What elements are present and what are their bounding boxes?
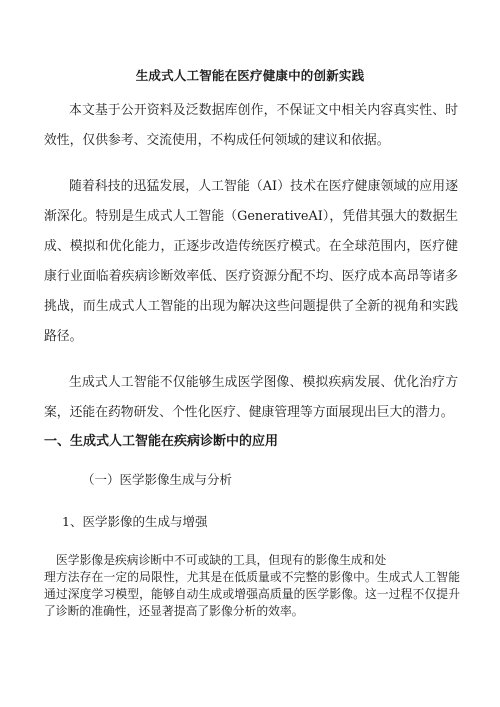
item-1-heading: 1、医学影像的生成与增强 — [62, 514, 208, 529]
item-1-paragraph-rest: 理方法存在一定的局限性，尤其是在低质量或不完整的影像中。生成式人工智能通过深度学习模型，能够自动生成或增强高质量的医学影像。这一过程不仅提升了诊断的准确性，还显著提高了影像分析的效率。 — [44, 570, 460, 618]
intro-paragraph-2: 生成式人工智能不仅能够生成医学图像、模拟疾病发展、优化治疗方案，还能在药物研发、个性化医疗、健康管理等方面展现出巨大的潜力。 — [44, 375, 458, 420]
document-title: 生成式人工智能在医疗健康中的创新实践 — [135, 68, 365, 83]
subsection-1-heading: （一）医学影像生成与分析 — [82, 472, 233, 487]
intro-paragraph-1: 随着科技的迅猛发展，人工智能（AI）技术在医疗健康领域的应用逐渐深化。特别是生成式人工智能（GenerativeAI），凭借其强大的数据生成、模拟和优化能力，正逐步改造传统医疗模式。在全球范围内，医疗健康行业面临着疾病诊断效率低、医疗资源分配不均、医疗成本高昂等诸多挑战，而生成式人工智能的出现为解决这些问题提供了全新的视角和实践路径。 — [44, 179, 458, 344]
section-1-heading: 一、生成式人工智能在疾病诊断中的应用 — [44, 434, 279, 449]
disclaimer-paragraph: 本文基于公开资料及泛数据库创作，不保证文中相关内容真实性、时效性，仅供参考、交流使用，不构成任何领域的建议和依据。 — [44, 103, 458, 148]
item-1-paragraph — [44, 552, 460, 620]
item-1-paragraph-first-line: 医学影像是疾病诊断中不可或缺的工具，但现有的影像生成和处 — [56, 553, 387, 567]
